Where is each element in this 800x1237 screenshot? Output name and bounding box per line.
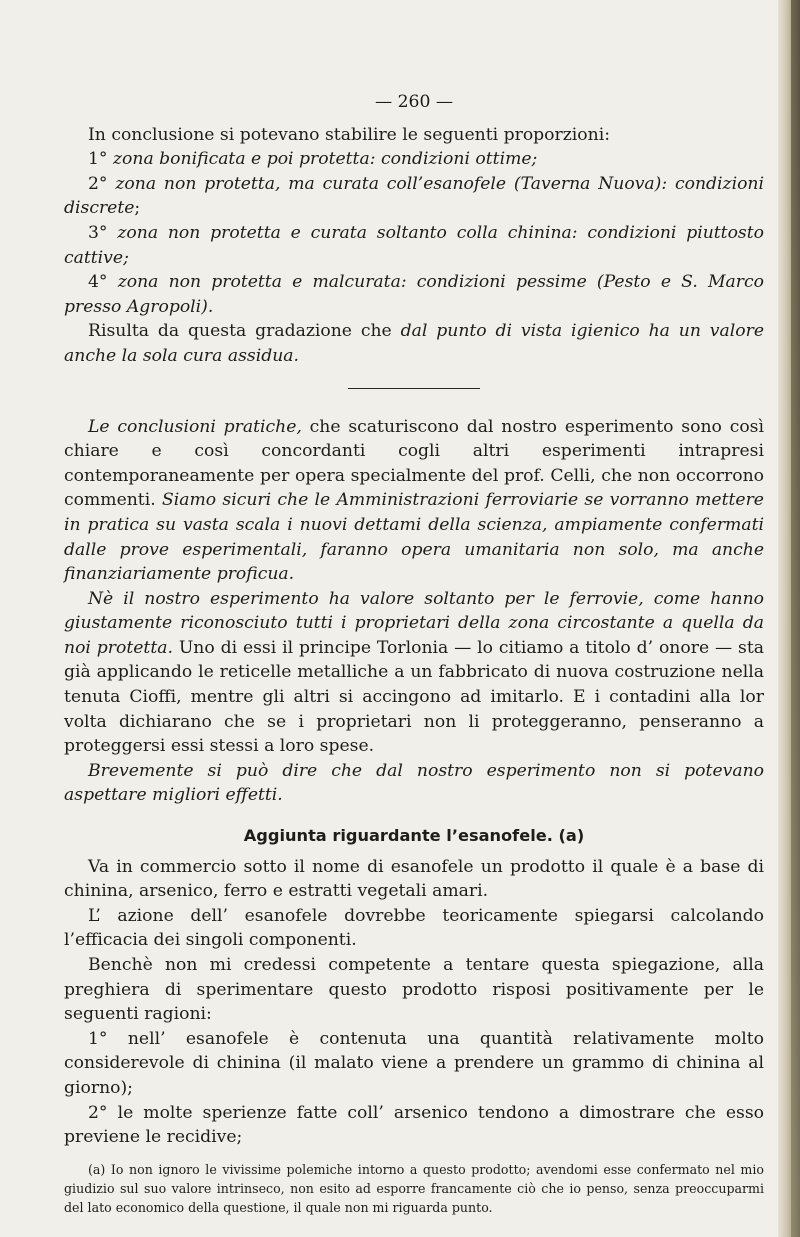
- railways-italic: Nè il nostro esperimento ha valore soltanto per le ferrovie, come hanno giustamente riconosciuto tutti i proprietari della zona circostante a quella da noi protetta.: [64, 588, 764, 658]
- footnote: (a) Io non ignoro le vivissime polemiche intorno a questo prodotto; avendomi esse confermato nel mio giudizio sul suo valore intrinseco, non esito ad esporre francamente ciò che io penso, senza preoccuparmi del lato economico della questione, il quale non mi riguarda punto.: [64, 1161, 764, 1215]
- summary-paragraph: [64, 759, 764, 808]
- zone-3-text: zona non protetta e curata soltanto colla chinina: condizioni piuttosto cattive;: [64, 222, 765, 268]
- zone-1-text: zona bonificata e poi protetta: condizioni ottime;: [113, 149, 538, 170]
- zone-2-num: 2°: [88, 173, 108, 194]
- result-italic: dal punto di vista igienico ha un valore anche la sola cura assidua.: [64, 321, 764, 366]
- body-paragraph-3: Benchè non mi credessi competente a tentare questa spiegazione, alla preghiera di sperimentare questo prodotto risposi positivamente per le seguenti ragioni:: [64, 955, 764, 1025]
- railways-paragraph: [64, 587, 764, 759]
- zone-4-text: zona non protetta e malcurata: condizioni pessime (Pesto e S. Marco presso Agropoli).: [64, 272, 764, 317]
- page-text: [64, 90, 764, 1217]
- section-divider: [348, 388, 480, 389]
- conclusions-paragraph: [64, 415, 764, 587]
- zone-3-num: 3°: [88, 222, 108, 243]
- zone-3: [64, 221, 764, 270]
- conclusions-text: che scaturiscono dal nostro esperimento sono così chiare e così concordanti cogli altri esperimenti intrapresi contemporaneamente per opera specialmente del prof. Celli, che non occorrono commenti.: [64, 416, 764, 511]
- railways-text: Uno di essi il principe Torlonia — lo citiamo a titolo d’ onore — sta già applicando le reticelle metalliche a un fabbricato di nuova costruzione nella tenuta Cioffi, mentre gli altri si accingono ad imitarlo. E i contadini alla lor volta dichiarano che se i proprietari non li proteggeranno, penseranno a proteggersi essi stessi a loro spese.: [64, 637, 765, 757]
- body-paragraph-1: Va in commercio sotto il nome di esanofele un prodotto il quale è a base di chinina, arsenico, ferro e estratti vegetali amari.: [64, 856, 764, 902]
- result-lead: Risulta da questa gradazione che: [88, 321, 401, 342]
- section-heading: Aggiunta riguardante l’esanofele. (a): [243, 826, 585, 846]
- result-paragraph: [64, 319, 764, 368]
- page-number: — 260 —: [374, 92, 454, 112]
- zone-2-punct: ;: [134, 198, 141, 219]
- zone-2: [64, 172, 764, 221]
- zone-1-num: 1°: [88, 149, 108, 170]
- conclusions-italic: Siamo sicuri che le Amministrazioni ferroviarie se vorranno mettere in pratica su vasta scala i nuovi dettami della scienza, ampiamente confermati dalle prove esperimentali, faranno opera umanitaria non solo, ma anche finanziariamente proficua.: [64, 490, 764, 585]
- page-edge-dark: [791, 0, 800, 1237]
- zone-4-num: 4°: [88, 272, 108, 293]
- zone-1: [64, 147, 764, 172]
- body-paragraph-2: L’ azione dell’ esanofele dovrebbe teoricamente spiegarsi calcolando l’efficacia dei singoli componenti.: [64, 905, 764, 951]
- intro-paragraph: In conclusione si potevano stabilire le seguenti proporzioni:: [88, 124, 610, 145]
- zone-2-text: zona non protetta, ma curata coll’esanofele (Taverna Nuova): condizioni discrete: [64, 173, 764, 219]
- body-paragraph-5: 2° le molte sperienze fatte coll’ arsenico tendono a dimostrare che esso previene le recidive;: [64, 1102, 764, 1148]
- conclusions-title: Le conclusioni pratiche,: [88, 416, 302, 437]
- zone-4: [64, 270, 764, 319]
- body-paragraph-4: 1° nell’ esanofele è contenuta una quantità relativamente molto considerevole di chinina (il malato viene a prendere un grammo di chinina al giorno);: [64, 1028, 764, 1098]
- summary-italic: Brevemente si può dire che dal nostro esperimento non si potevano aspettare migliori effetti.: [64, 760, 764, 806]
